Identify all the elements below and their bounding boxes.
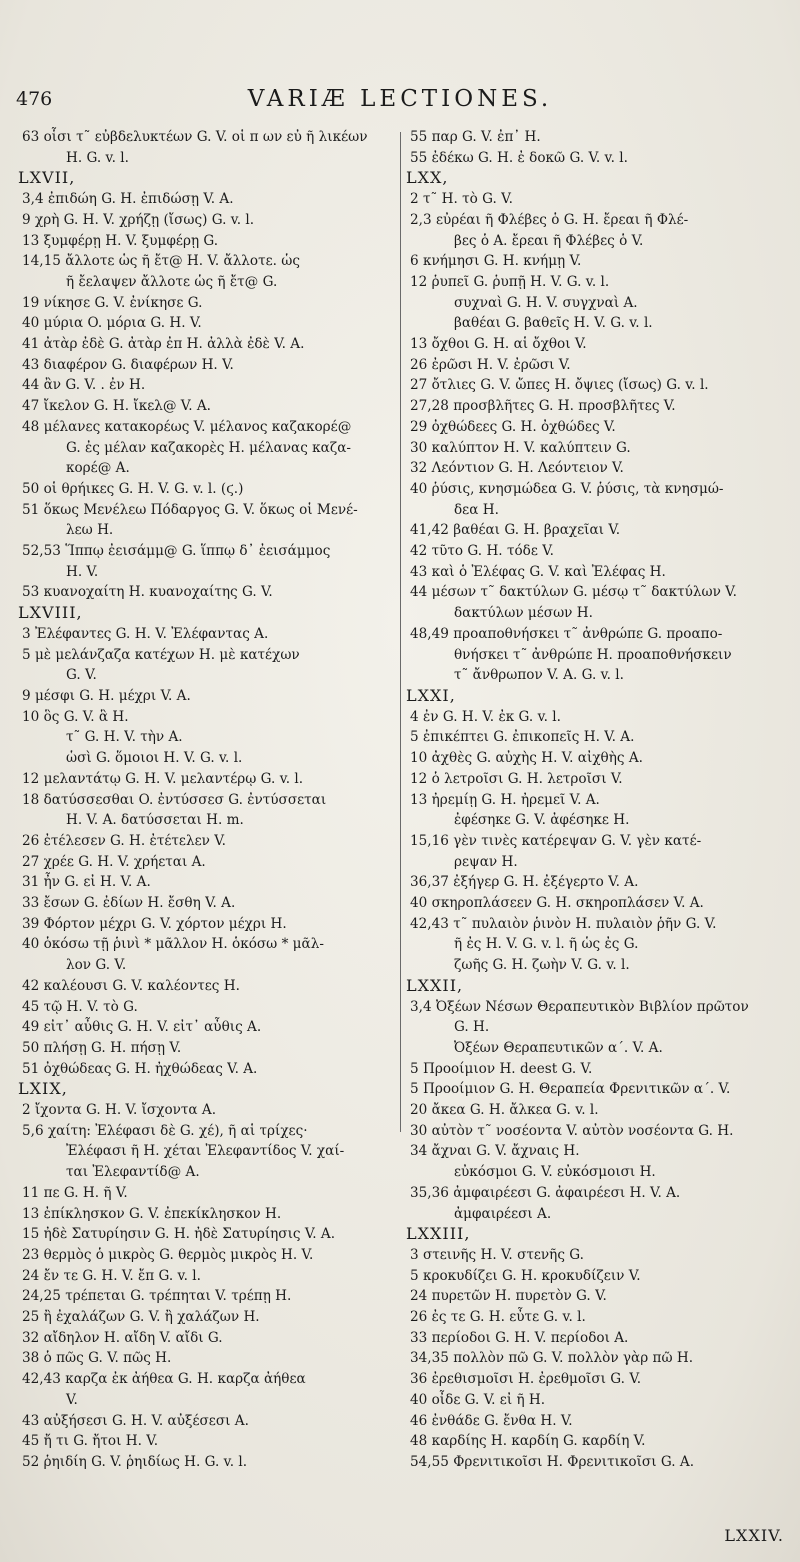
variant-reading-line: 43 αὐξήσεσι G. H. V. αὐξέσεσι A. — [22, 1412, 249, 1429]
variant-reading-line: G. H. — [454, 1019, 490, 1036]
variant-reading-line: 27 ὄτλιες G. V. ὤπες H. ὄψιες (ἴσως) G. v. l. — [410, 377, 709, 394]
variant-reading-line: 9 μέσφι G. H. μέχρι V. A. — [22, 687, 191, 704]
variant-reading-line: 51 ὅκως Μενέλεω Πόδαργος G. V. ὅκως οἱ Μενέ- — [22, 501, 358, 518]
variant-reading-line: 42,43 τ῀ πυλαιὸν ῥινὸν H. πυλαιὸν ῥῆν G. V. — [410, 915, 717, 932]
variant-reading-line: 34,35 πολλὸν πῶ G. V. πολλὸν γὰρ πῶ H. — [410, 1350, 694, 1367]
variant-reading-line: 42 τῦτο G. H. τόδε V. — [410, 543, 554, 560]
variant-reading-line: G. V. — [66, 667, 97, 684]
variant-reading-line: 33 ἔσων G. ἐδίων H. ἔσθη V. A. — [22, 895, 236, 912]
variant-reading-line: 47 ἴκελον G. H. ἴκελ@ V. A. — [22, 398, 212, 415]
section-heading: LXVII, — [18, 168, 76, 188]
variant-reading-line: 40 σκηροπλάσεεν G. H. σκηροπλάσεν V. A. — [410, 895, 704, 912]
variant-reading-line: ἀμφαιρέεσι A. — [454, 1205, 552, 1222]
variant-reading-line: 55 παρ G. V. ἐπ᾽ H. — [410, 129, 541, 145]
variant-reading-line: ὡσὶ G. ὅμοιοι H. V. G. v. l. — [66, 750, 243, 767]
variant-reading-line: 2 τ῀ H. τὸ G. V. — [410, 191, 513, 208]
variant-reading-line: H. V. A. δατύσσεται H. m. — [66, 812, 244, 829]
variant-reading-line: 5 ἐπικέπτει G. ἐπικοπεῖς H. V. A. — [410, 729, 635, 746]
variant-reading-line: 50 οἱ θρήικες G. H. V. G. v. l. (ϛ.) — [22, 480, 244, 497]
column-divider — [400, 132, 401, 1132]
variant-reading-line: 33 περίοδοι G. H. V. περίοδοι A. — [410, 1329, 629, 1346]
section-heading: LXXI, — [406, 685, 456, 705]
variant-reading-line: ρεψαν H. — [454, 853, 518, 870]
variant-reading-line: 39 Φόρτον μέχρι G. V. χόρτον μέχρι H. — [22, 915, 287, 932]
variant-reading-line: 10 ὃς G. V. ἃ H. — [22, 708, 129, 725]
variant-reading-line: 54,55 Φρενιτικοῖσι H. Φρενιτικοῖσι G. A. — [410, 1454, 695, 1470]
variant-reading-line: 3 στεινῆς H. V. στενῆς G. — [410, 1246, 584, 1263]
variant-reading-line: 30 αὐτὸν τ῀ νοσέοντα V. αὐτὸν νοσέοντα G. H. — [410, 1122, 734, 1139]
variant-reading-line: 32 Λεόντιον G. H. Λεόντειον V. — [410, 460, 624, 477]
variant-reading-line: δακτύλων μέσων H. — [454, 605, 593, 622]
variant-reading-line: 5 Προοίμιον G. H. Θεραπεία Φρενιτικῶν α΄. V. — [410, 1081, 731, 1098]
variant-reading-line: 46 ἐνθάδε G. ἔνθα H. V. — [410, 1412, 573, 1429]
variant-reading-line: 12 ὁ λετροῖσι G. H. λετροῖσι V. — [410, 770, 623, 787]
variant-reading-line: 13 ἐπίκλησκον G. V. ἐπεκίκλησκον H. — [22, 1205, 282, 1222]
variant-reading-line: 52,53 Ἵππῳ ἐεισάμμ@ G. ἵππῳ δ᾽ ἐεισάμμος — [22, 543, 331, 560]
variant-reading-line: εὐκόσμοι G. V. εὐκόσμοισι H. — [454, 1164, 656, 1181]
variant-reading-line: ῆ ἐς H. V. G. v. l. ῆ ὡς ἐς G. — [454, 936, 639, 953]
variant-reading-line: 24 ἔν τε G. H. V. ἔπ G. v. l. — [22, 1267, 201, 1284]
variant-reading-line: 4 ἐν G. H. V. ἐκ G. v. l. — [410, 708, 561, 725]
variant-reading-line: βες ὁ A. ἔρεαι ῆ Φλέβες ὁ V. — [454, 232, 644, 249]
variant-reading-line: 9 χρὴ G. H. V. χρήζῃ (ἴσως) G. v. l. — [22, 211, 255, 228]
variant-reading-line: 26 ἐρῶσι H. V. ἐρῶσι V. — [410, 356, 571, 373]
variant-reading-line: ζωῆς G. H. ζωὴν V. G. v. l. — [454, 957, 630, 974]
variant-reading-line: 31 ἦν G. εἰ H. V. A. — [22, 874, 151, 891]
variant-reading-line: 52 ῥηιδίη G. V. ῥηιδίως H. G. v. l. — [22, 1454, 248, 1470]
variant-reading-line: 50 πλήσῃ G. H. πήσῃ V. — [22, 1039, 182, 1056]
variant-reading-line: 27 χρέε G. H. V. χρήεται A. — [22, 853, 206, 870]
variant-reading-line: 26 ἐς τε G. H. εὖτε G. v. l. — [410, 1309, 586, 1326]
variant-reading-line: 27,28 προσβλῆτες G. H. προσβλῆτες V. — [410, 398, 676, 415]
section-heading: LXXIII, — [406, 1224, 471, 1244]
variant-reading-line: 45 τῷ H. V. τὸ G. — [22, 998, 138, 1015]
catchword: LXXIV. — [724, 1526, 784, 1545]
variant-reading-line: 34 ἄχναι G. V. ἄχναις H. — [410, 1143, 580, 1160]
variant-reading-line: 18 δατύσσεσθαι O. ἐντύσσεσ G. ἐντύσσεται — [22, 791, 327, 808]
variant-reading-line: 20 ἄκεα G. H. ἄλκεα G. v. l. — [410, 1102, 599, 1119]
variant-reading-line: 13 ἠρεμίῃ G. H. ἠρεμεῖ V. A. — [410, 791, 600, 808]
page-header — [8, 86, 792, 116]
variant-reading-line: 63 οἷσι τ῀ εὐβδελυκτέων G. V. οἱ π ων εὐ ῆ λικέων — [22, 129, 368, 145]
variant-reading-line: 13 ξυμφέρῃ H. V. ξυμφέρῃ G. — [22, 232, 219, 249]
section-heading: LXX, — [406, 168, 449, 188]
variant-reading-line: ἐφέσηκε G. V. ἀφέσηκε H. — [454, 812, 630, 829]
variant-reading-line: 40 ὁκόσω τῇ ῥινὶ * μᾶλλον H. ὁκόσω * μᾶλ- — [22, 936, 324, 953]
variant-reading-line: 2,3 εὐρέαι ῆ Φλέβες ὁ G. H. ἔρεαι ῆ Φλέ- — [410, 211, 689, 228]
left-column — [18, 127, 400, 1473]
variant-reading-line: 41 ἀτὰρ ἐδὲ G. ἀτὰρ ἐπ H. ἀλλὰ ἐδὲ V. A. — [22, 336, 305, 353]
variant-reading-line: 5,6 χαίτη: Ἐλέφασι δὲ G. χέ), ῆ αἱ τρίχες· — [22, 1122, 308, 1139]
variant-reading-line: συχναὶ G. H. V. συγχναὶ A. — [454, 294, 638, 311]
variant-reading-line: θνήσκει τ῀ ἀνθρώπε H. προαποθνήσκειν — [454, 646, 732, 663]
variant-reading-line: 55 ἐδέκω G. H. ἐ δοκῶ G. V. v. l. — [410, 149, 628, 166]
variant-reading-line: 10 ἀχθὲς G. αὐχὴς H. V. αἰχθὴς A. — [410, 750, 643, 767]
variant-reading-line: 5 κροκυδίζει G. H. κροκυδίζειν V. — [410, 1267, 641, 1284]
variant-reading-line: 51 ὀχθώδεας G. H. ἠχθώδεας V. A. — [22, 1060, 258, 1077]
variant-reading-line: 44 μέσων τ῀ δακτύλων G. μέσῳ τ῀ δακτύλων V. — [410, 584, 737, 601]
variant-reading-line: 3 Ἐλέφαντες G. H. V. Ἐλέφαντας A. — [22, 625, 269, 642]
variant-reading-line: 23 θερμὸς ὁ μικρὸς G. θερμὸς μικρὸς H. V. — [22, 1246, 314, 1263]
variant-reading-line: ῆ ἔελαψεν ἄλλοτε ὡς ῆ ἔτ@ G. — [66, 273, 278, 290]
variant-reading-line: 29 ὀχθώδεες G. H. ὀχθώδες V. — [410, 418, 616, 435]
variant-reading-line: 24 πυρετῶν H. πυρετὸν G. V. — [410, 1288, 607, 1305]
variant-reading-line: 25 ἢ ἐχαλάζων G. V. ἢ χαλάζων H. — [22, 1309, 260, 1326]
variant-reading-line: 40 οἶδε G. V. εἰ ῆ H. — [410, 1391, 546, 1408]
variant-reading-line: 5 Προοίμιον H. deest G. V. — [410, 1060, 593, 1077]
variant-reading-line: 5 μὲ μελάνζαζα κατέχων H. μὲ κατέχων — [22, 646, 300, 663]
variant-reading-line: λεω H. — [66, 522, 114, 539]
page-number: 476 — [16, 88, 53, 110]
variant-reading-line: 32 αἴδηλον H. αἴδη V. αἴδι G. — [22, 1329, 223, 1346]
variant-reading-line: κορέ@ A. — [66, 460, 130, 477]
variant-reading-line: βαθέαι G. βαθεῖς H. V. G. v. l. — [454, 315, 653, 332]
variant-reading-line: 44 ἂν G. V. . ἐν H. — [22, 377, 146, 394]
variant-reading-line: H. V. — [66, 563, 99, 580]
variant-reading-line: 30 καλύπτον H. V. καλύπτειν G. — [410, 439, 631, 456]
variant-reading-line: τ῀ ἄνθρωπον V. A. G. v. l. — [454, 667, 624, 684]
variant-reading-line: 43 διαφέρον G. διαφέρων H. V. — [22, 356, 234, 373]
section-heading: LXIX, — [18, 1079, 68, 1099]
variant-reading-line: 40 ῥύσις, κνησμώδεα G. V. ῥύσις, τὰ κνησμώ- — [410, 480, 724, 497]
variant-reading-line: 48 μέλανες κατακορέως V. μέλανος καζακορέ@ — [22, 418, 352, 435]
variant-reading-line: δεα H. — [454, 501, 499, 518]
variant-reading-line: 49 εἰτ᾽ αὖθις G. H. V. εἰτ᾽ αὖθις A. — [22, 1019, 262, 1036]
variant-reading-line: 2 ἴχοντα G. H. V. ἴσχοντα A. — [22, 1102, 217, 1119]
variant-reading-line: 24,25 τρέπεται G. τρέπηται V. τρέπῃ H. — [22, 1288, 292, 1305]
variant-reading-line: 53 κυανοχαίτη H. κυανοχαίτης G. V. — [22, 584, 273, 601]
variant-reading-line: 15,16 γὲν τινὲς κατέρεψαν G. V. γὲν κατέ- — [410, 832, 702, 849]
variant-reading-line: 40 μύρια O. μόρια G. H. V. — [22, 315, 202, 332]
variant-reading-line: V. — [66, 1391, 78, 1408]
variant-reading-line: 26 ἐτέλεσεν G. H. ἐτέτελεν V. — [22, 832, 226, 849]
variant-reading-line: 3,4 Ὀξέων Νέσων Θεραπευτικὸν Βιβλίον πρῶτον — [410, 998, 749, 1015]
variant-reading-line: 12 μελαντάτῳ G. H. V. μελαντέρῳ G. v. l. — [22, 770, 304, 787]
variant-reading-line: 48,49 προαποθνήσκει τ῀ ἀνθρώπε G. προαπο- — [410, 625, 723, 642]
variant-reading-line: 36 ἐρεθισμοῖσι H. ἐρεθμοῖσι G. V. — [410, 1371, 642, 1388]
variant-reading-line: G. ἐς μέλαν καζακορὲς H. μέλανας καζα- — [66, 439, 351, 456]
section-heading: LXXII, — [406, 975, 464, 995]
variant-reading-line: 42 καλέουσι G. V. καλέοντες H. — [22, 977, 240, 994]
variant-reading-line: 14,15 ἄλλοτε ὡς ῆ ἔτ@ H. V. ἄλλοτε. ὡς — [22, 253, 301, 270]
variant-reading-line: 48 καρδίης H. καρδίη G. καρδίη V. — [410, 1433, 646, 1450]
variant-reading-line: 11 πε G. H. ῆ V. — [22, 1184, 128, 1201]
variant-reading-line: H. G. v. l. — [66, 149, 129, 166]
variant-reading-line: 43 καὶ ὁ Ἐλέφας G. V. καὶ Ἐλέφας H. — [410, 563, 666, 580]
right-column — [406, 127, 794, 1473]
variant-reading-line: 41,42 βαθέαι G. H. βραχεῖαι V. — [410, 522, 621, 539]
variant-reading-line: τ῀ G. H. V. τὴν A. — [66, 729, 183, 746]
variant-reading-line: 45 ἤ τι G. ἤτοι H. V. — [22, 1433, 159, 1450]
variant-reading-line: 19 νίκησε G. V. ἐνίκησε G. — [22, 294, 203, 311]
running-title: VARIÆ LECTIONES. — [247, 86, 553, 112]
variant-reading-line: 42,43 καρζα ἐκ ἀήθεα G. H. καρζα ἀήθεα — [22, 1371, 306, 1388]
variant-reading-line: 38 ὁ πῶς G. V. πῶς H. — [22, 1350, 172, 1367]
variant-reading-line: Ὀξέων Θεραπευτικῶν α΄. V. A. — [454, 1039, 663, 1056]
variant-reading-line: ται Ἐλεφαντίδ@ A. — [66, 1164, 200, 1181]
variant-reading-line: 6 κνήμησι G. H. κνήμῃ V. — [410, 253, 582, 270]
section-heading: LXVIII, — [18, 603, 83, 623]
variant-reading-line: 15 ἠδὲ Σατυρίησιν G. H. ἠδὲ Σατυρίησις V. A. — [22, 1226, 336, 1243]
variant-reading-line: 36,37 ἐξήγερ G. H. ἐξέγερτο V. A. — [410, 874, 639, 891]
variant-reading-line: 3,4 ἐπιδώη G. H. ἐπιδώσῃ V. A. — [22, 191, 234, 208]
variant-reading-line: 35,36 ἀμφαιρέεσι G. ἀφαιρέεσι H. V. A. — [410, 1184, 681, 1201]
variant-reading-line: Ἐλέφασι ῆ H. χέται Ἐλεφαντίδος V. χαί- — [66, 1143, 345, 1160]
variant-reading-line: λον G. V. — [66, 957, 127, 974]
variant-reading-line: 12 ῥυπεῖ G. ῥυπῇ H. V. G. v. l. — [410, 273, 610, 290]
variant-reading-line: 13 ὄχθοι G. H. αἱ ὄχθοι V. — [410, 336, 587, 353]
